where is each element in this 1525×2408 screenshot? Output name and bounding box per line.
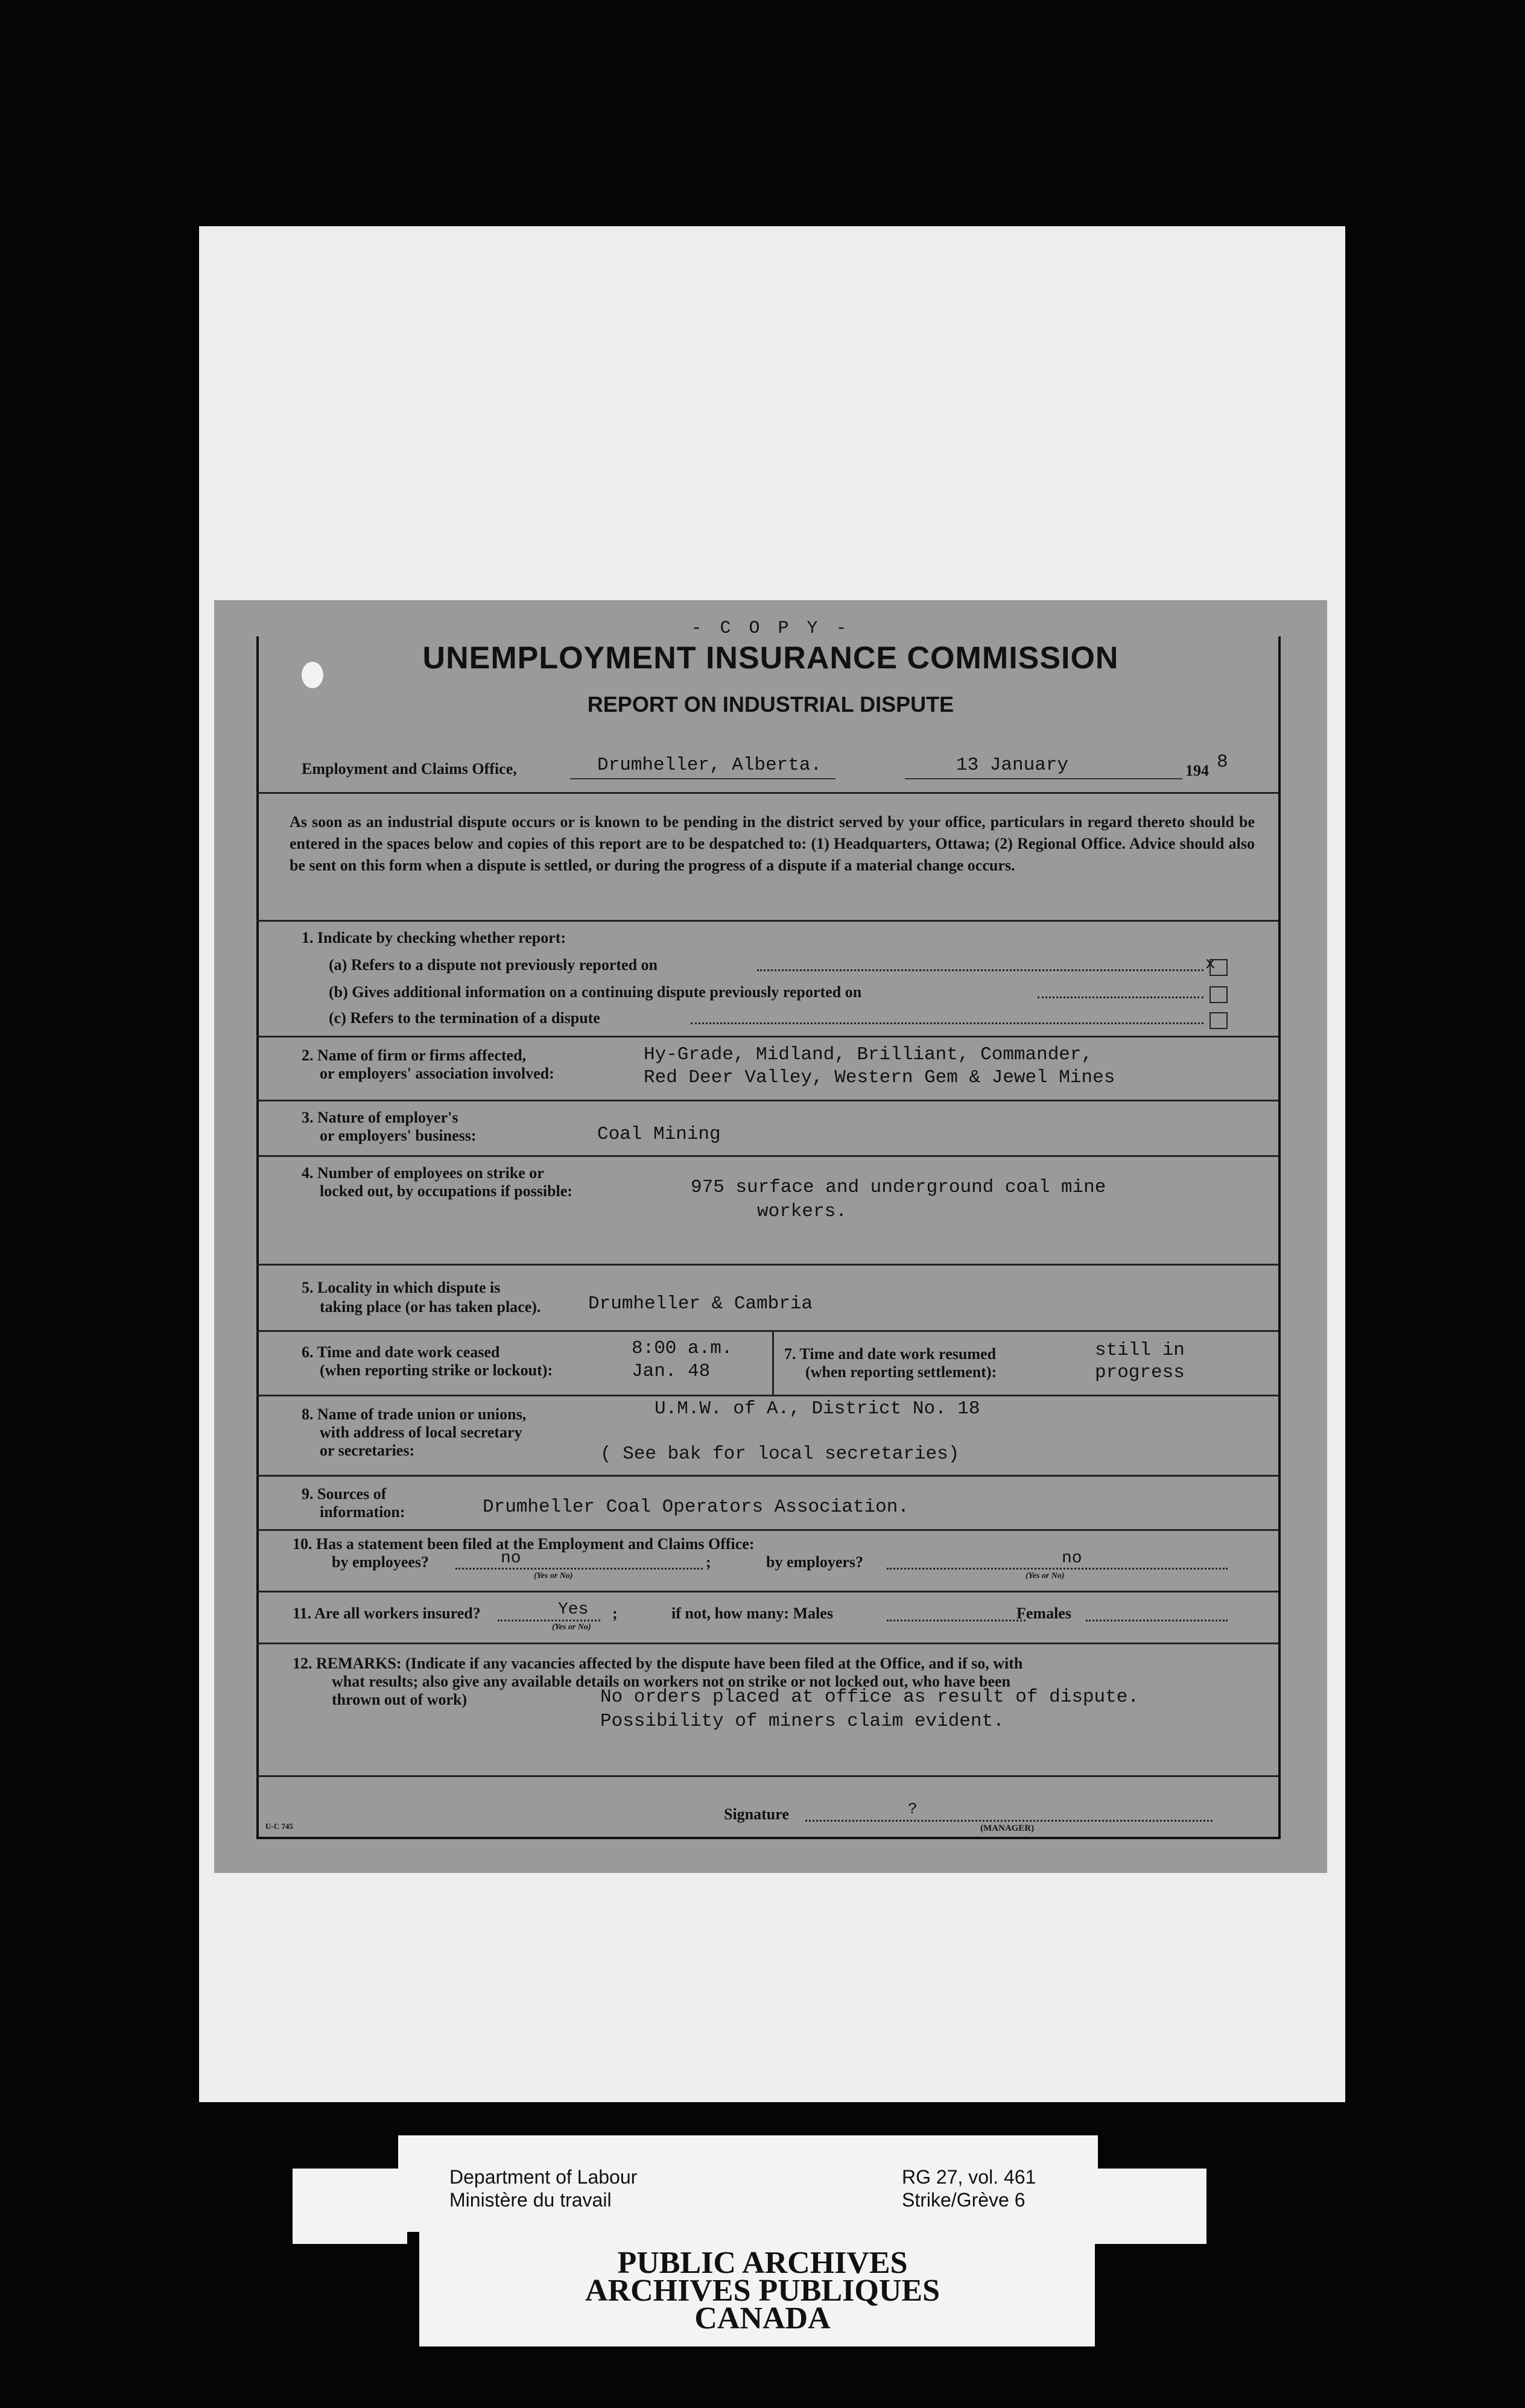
archive-stamp-line-1: PUBLIC ARCHIVES [617,2246,908,2280]
manager-caption: (MANAGER) [980,1823,1035,1833]
q11-separator: ; [612,1605,618,1622]
q3-label-1: 3. Nature of employer's [302,1109,458,1126]
q7-label-1: 7. Time and date work resumed [784,1345,997,1363]
q3-label-2: or employers' business: [320,1127,477,1144]
q1-check-mark: x [1205,955,1216,974]
q11-hint: (Yes or No) [552,1623,591,1632]
q6-label-2: (when reporting strike or lockout): [320,1361,553,1379]
divider [256,1475,1278,1477]
office-underline [570,778,835,779]
signature-value: ? [908,1800,918,1818]
divider [256,1100,1278,1101]
instructions-text: As soon as an industrial dispute occurs or is known to be pending in the district served by your office, particulars in regard thereto should be entered in the spaces below and copies of this report are to be despatched to: (1) Headquarters, Ottawa; (2) Regional Office. Advice should also be sent on this form when a dispute is settled, or during the progress of a dispute if a material change occurs. [290,813,1255,874]
q8-label-1: 8. Name of trade union or unions, [302,1405,527,1423]
divider [256,920,1278,922]
q2-value-1: Hy-Grade, Midland, Brilliant, Commander, [644,1044,1093,1065]
dept-fr: Ministère du travail [449,2189,612,2211]
q10-separator: ; [706,1553,711,1571]
q7-value-2: progress [1095,1362,1185,1383]
office-value: Drumheller, Alberta. [597,755,822,776]
divider [256,1529,1278,1531]
card-left-tab [293,2169,407,2244]
office-date: 13 January [956,755,1069,776]
strike-number: Strike/Grève 6 [902,2189,1026,2211]
q4-value-1: 975 surface and underground coal mine [691,1177,1106,1198]
divider [256,792,1278,794]
leader-dots [887,1568,1228,1570]
q6-value-1: 8:00 a.m. [632,1338,733,1359]
q2-value-2: Red Deer Valley, Western Gem & Jewel Mines [644,1067,1115,1088]
leader-dots [691,1022,1203,1024]
q5-label-2: taking place (or has taken place). [320,1298,541,1316]
q12-value-2: Possibility of miners claim evident. [600,1711,1004,1732]
q8-label-3: or secretaries: [320,1442,415,1459]
q1-option-c: (c) Refers to the termination of a dispute [329,1009,600,1027]
q10-label: 10. Has a statement been filed at the Employment and Claims Office: [293,1535,755,1553]
divider [256,1643,1278,1644]
card-right-tab [1092,2169,1206,2244]
dept-en: Department of Labour [449,2166,638,2188]
q2-label-2: or employers' association involved: [320,1065,554,1082]
divider [256,1036,1278,1038]
signature-line [805,1820,1213,1822]
divider [256,1264,1278,1266]
q4-label-2: locked out, by occupations if possible: [320,1182,572,1200]
q8-value-2: ( See bak for local secretaries) [600,1443,960,1465]
q7-value-1: still in [1095,1340,1185,1361]
year-prefix: 194 [1185,762,1209,779]
leader-dots [757,969,1203,971]
q7-label-2: (when reporting settlement): [805,1363,997,1381]
q11-if-not-label: if not, how many: Males [671,1605,833,1622]
archive-reference: RG 27, vol. 461 [902,2166,1036,2188]
q8-value-1: U.M.W. of A., District No. 18 [655,1398,980,1419]
leader-dots [455,1568,703,1570]
q10-employees-value: no [501,1549,521,1568]
q11-value: Yes [558,1600,589,1619]
dispute-report-form [214,600,1327,1873]
form-number: U-C 745 [265,1822,293,1831]
leader-dots [1086,1620,1228,1621]
q12-value-1: No orders placed at office as result of dispute. [600,1687,1139,1708]
archive-stamp-line-2: ARCHIVES PUBLIQUES [585,2273,940,2308]
form-subtitle: REPORT ON INDUSTRIAL DISPUTE [587,692,954,717]
q1-checkbox-b[interactable] [1210,986,1228,1003]
q9-label-2: information: [320,1503,405,1521]
divider [256,1330,1278,1332]
archive-stamp-line-3: CANADA [694,2301,831,2336]
q10-employees-label: by employees? [332,1553,430,1571]
q6-label-1: 6. Time and date work ceased [302,1343,500,1361]
q10-hint-1: (Yes or No) [534,1571,573,1580]
q12-label-3: thrown out of work) [332,1691,468,1708]
q5-label-1: 5. Locality in which dispute is [302,1279,501,1296]
q11-label: 11. Are all workers insured? [293,1605,481,1622]
form-title: UNEMPLOYMENT INSURANCE COMMISSION [422,641,1119,676]
q1-option-a: (a) Refers to a dispute not previously reported on [329,956,658,974]
divider [256,1775,1278,1777]
q10-hint-2: (Yes or No) [1026,1571,1065,1580]
q12-label-1: 12. REMARKS: (Indicate if any vacancies affected by the dispute have been filed at the Office, and if so, with [293,1655,1023,1672]
q1-option-b: (b) Gives additional information on a continuing dispute previously reported on [329,983,862,1001]
q8-label-2: with address of local secretary [320,1424,522,1441]
office-label: Employment and Claims Office, [302,760,517,778]
signature-label: Signature [724,1805,789,1823]
q10-employers-label: by employers? [766,1553,864,1571]
archive-label-card [398,2135,1098,2232]
divider [256,1591,1278,1592]
leader-dots [1038,996,1203,998]
q9-label-1: 9. Sources of [302,1485,387,1503]
date-underline [905,778,1182,779]
leader-dots [887,1620,1026,1621]
q1-label: 1. Indicate by checking whether report: [302,929,566,946]
q6-value-2: Jan. 48 [632,1361,711,1382]
q2-label-1: 2. Name of firm or firms affected, [302,1047,527,1064]
q3-value: Coal Mining [597,1124,721,1145]
q9-value: Drumheller Coal Operators Association. [483,1497,909,1518]
column-divider [772,1331,774,1395]
copy-mark: - C O P Y - [691,618,851,639]
year-suffix: 8 [1217,752,1228,773]
divider [256,1155,1278,1157]
q4-label-1: 4. Number of employees on strike or [302,1164,544,1182]
divider [256,1395,1278,1396]
q10-employers-value: no [1062,1549,1082,1568]
q1-checkbox-c[interactable] [1210,1012,1228,1029]
q12-label-2: what results; also give any available details on workers not on strike or not locked out, who have been [332,1673,1011,1690]
q5-value: Drumheller & Cambria [588,1293,813,1314]
q11-females-label: Females [1016,1605,1071,1622]
q4-value-2: workers. [757,1201,847,1222]
